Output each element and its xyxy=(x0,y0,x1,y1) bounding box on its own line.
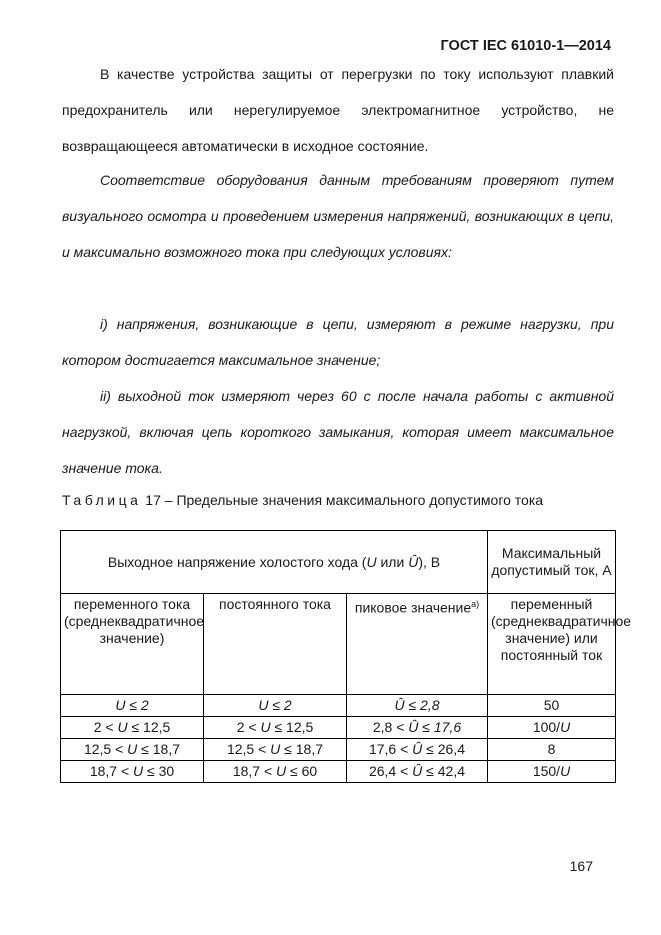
cell-current: 150/U xyxy=(488,761,616,783)
cell-peak: Û ≤ 2,8 xyxy=(347,695,488,717)
cell-ac: 2 < U ≤ 12,5 xyxy=(61,717,204,739)
table-caption-label: Таблица xyxy=(62,492,142,508)
paragraph-compliance-check: Соответствие оборудования данным требованиям проверяют путем визуального осмотра и проведением измерения напряжений, возникающих в цепи, и максимально возможного тока при следующих условиях: xyxy=(62,172,614,260)
table-row xyxy=(61,739,616,761)
cell-dc: 18,7 < U ≤ 60 xyxy=(204,761,347,783)
paragraph-condition-i: i) напряжения, возникающие в цепи, измеряют в режиме нагрузки, при котором достигается максимальное значение; xyxy=(62,316,614,368)
current-limits-table xyxy=(60,530,632,783)
table-row xyxy=(61,717,616,739)
cell-ac: U ≤ 2 xyxy=(61,695,204,717)
table-header-row xyxy=(61,531,616,594)
footnote-marker: а) xyxy=(471,599,480,609)
subheader-current: переменный (среднеквадратичное значение) или постоянный ток xyxy=(488,594,616,695)
table-caption-text: – Предельные значения максимального допустимого тока xyxy=(164,492,544,508)
subheader-peak: пиковое значение$^{а)}$ xyxy=(347,594,488,695)
cell-ac: 12,5 < U ≤ 18,7 xyxy=(61,739,204,761)
subheader-ac: переменного тока (среднеквадратичное значение) xyxy=(61,594,204,695)
cell-peak: 26,4 < Û ≤ 42,4 xyxy=(347,761,488,783)
document-header: ГОСТ IEC 61010-1—2014 xyxy=(440,38,611,54)
cell-peak: 2,8 < Û ≤ 17,6 xyxy=(347,717,488,739)
table-row xyxy=(61,761,616,783)
table-caption xyxy=(62,492,543,508)
paragraph-protection-device: В качестве устройства защиты от перегрузки по току используют плавкий предохранитель или нерегулируемое электромагнитное устройство, не возвращающееся автоматически в исходное состояние. xyxy=(62,66,614,154)
paragraph-condition-ii: ii) выходной ток измеряют через 60 с после начала работы с активной нагрузкой, включая цепь короткого замыкания, которая имеет максимальное значение тока. xyxy=(62,388,614,476)
cell-ac: 18,7 < U ≤ 30 xyxy=(61,761,204,783)
table-caption-number: 17 xyxy=(145,492,161,508)
cell-current: 50 xyxy=(488,695,616,717)
subheader-dc: постоянного тока xyxy=(204,594,347,695)
cell-dc: 12,5 < U ≤ 18,7 xyxy=(204,739,347,761)
header-open-circuit-voltage: Выходное напряжение холостого хода (U или Û), В xyxy=(61,531,488,594)
header-max-current: Максимальный допустимый ток, А xyxy=(488,531,616,594)
cell-current: 8 xyxy=(488,739,616,761)
table-row xyxy=(61,695,616,717)
cell-peak: 17,6 < Û ≤ 26,4 xyxy=(347,739,488,761)
table-subheader-row xyxy=(61,594,616,695)
page-number: 167 xyxy=(569,858,593,874)
cell-current: 100/U xyxy=(488,717,616,739)
cell-dc: U ≤ 2 xyxy=(204,695,347,717)
cell-dc: 2 < U ≤ 12,5 xyxy=(204,717,347,739)
